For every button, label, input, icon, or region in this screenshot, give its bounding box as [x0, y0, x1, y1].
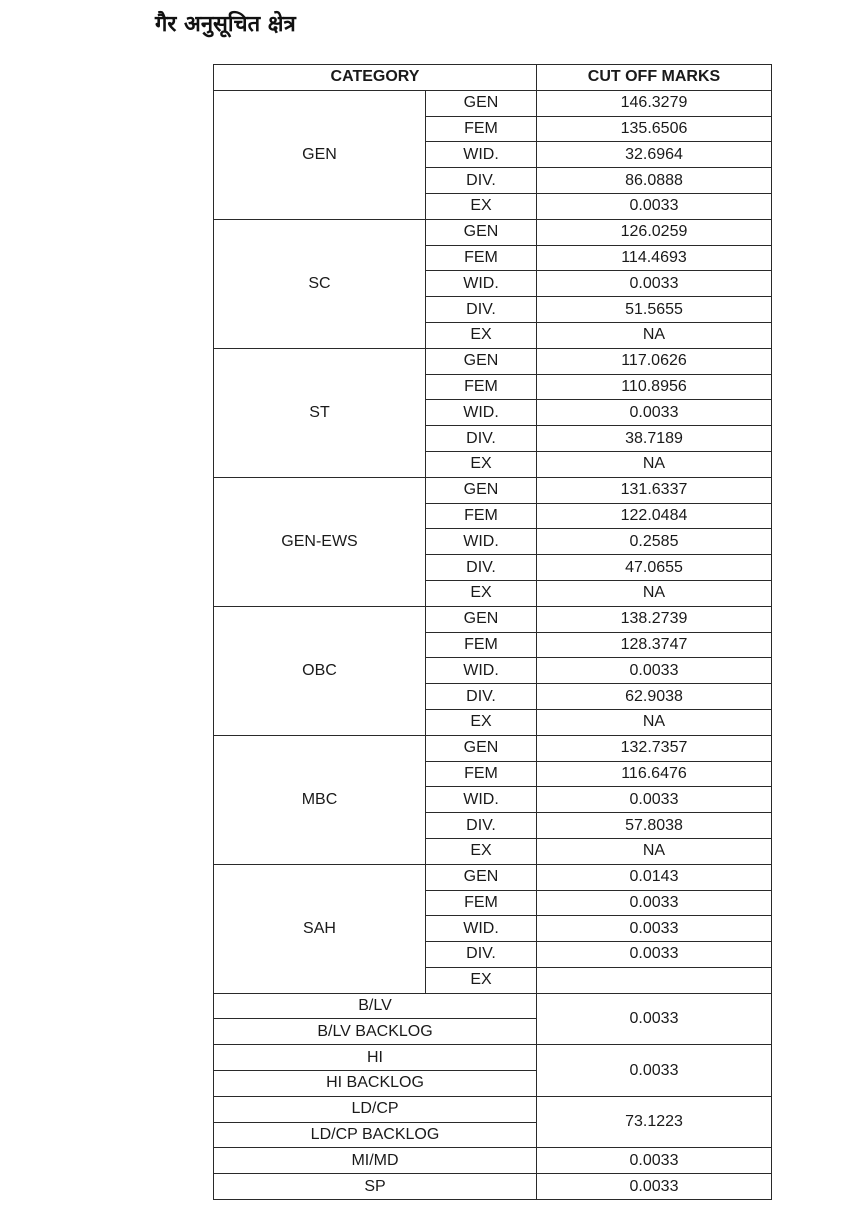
subcategory-cell: EX	[426, 322, 537, 348]
subcategory-cell: FEM	[426, 245, 537, 271]
special-category-cell: MI/MD	[214, 1148, 537, 1174]
cutoff-value-cell: 0.0033	[537, 916, 772, 942]
table-row	[214, 864, 772, 890]
cutoff-value-cell: 0.0033	[537, 1174, 772, 1200]
cutoff-value-cell: NA	[537, 709, 772, 735]
category-cell: SAH	[214, 864, 426, 993]
subcategory-cell: GEN	[426, 90, 537, 116]
page-title: गैर अनुसूचित क्षेत्र	[155, 12, 296, 37]
special-category-cell: B/LV BACKLOG	[214, 1019, 537, 1045]
subcategory-cell: DIV.	[426, 813, 537, 839]
table-row	[214, 90, 772, 116]
cutoff-value-cell: 128.3747	[537, 632, 772, 658]
table-row	[214, 477, 772, 503]
cutoff-value-cell: 116.6476	[537, 761, 772, 787]
table-row	[214, 348, 772, 374]
subcategory-cell: GEN	[426, 735, 537, 761]
cutoff-header: CUT OFF MARKS	[537, 65, 772, 91]
subcategory-cell: DIV.	[426, 426, 537, 452]
subcategory-cell: FEM	[426, 761, 537, 787]
cutoff-value-cell: 0.0033	[537, 890, 772, 916]
category-cell: MBC	[214, 735, 426, 864]
table-header-row	[214, 65, 772, 91]
special-category-cell: LD/CP	[214, 1096, 537, 1122]
subcategory-cell: GEN	[426, 477, 537, 503]
subcategory-cell: EX	[426, 967, 537, 993]
cutoff-value-cell: 0.0033	[537, 993, 772, 1045]
subcategory-cell: EX	[426, 193, 537, 219]
subcategory-cell: WID.	[426, 916, 537, 942]
cutoff-value-cell: 0.0033	[537, 787, 772, 813]
cutoff-value-cell: 138.2739	[537, 606, 772, 632]
table-row	[214, 1174, 772, 1200]
category-cell: GEN	[214, 90, 426, 219]
subcategory-cell: DIV.	[426, 684, 537, 710]
subcategory-cell: FEM	[426, 374, 537, 400]
cutoff-value-cell: 73.1223	[537, 1096, 772, 1148]
subcategory-cell: WID.	[426, 787, 537, 813]
cutoff-value-cell: 114.4693	[537, 245, 772, 271]
special-category-cell: HI BACKLOG	[214, 1071, 537, 1097]
special-category-cell: HI	[214, 1045, 537, 1071]
cutoff-value-cell: 0.0033	[537, 658, 772, 684]
table-row	[214, 1096, 772, 1122]
cutoff-value-cell: 110.8956	[537, 374, 772, 400]
category-cell: ST	[214, 348, 426, 477]
cutoff-value-cell: 0.0033	[537, 193, 772, 219]
cutoff-value-cell: 62.9038	[537, 684, 772, 710]
special-category-cell: B/LV	[214, 993, 537, 1019]
cutoff-value-cell: 135.6506	[537, 116, 772, 142]
category-cell: GEN-EWS	[214, 477, 426, 606]
table-row	[214, 219, 772, 245]
table-row	[214, 606, 772, 632]
cutoff-value-cell: 0.0033	[537, 1148, 772, 1174]
cutoff-value-cell: 38.7189	[537, 426, 772, 452]
cutoff-value-cell: 86.0888	[537, 168, 772, 194]
cutoff-value-cell: 0.0033	[537, 1045, 772, 1097]
subcategory-cell: WID.	[426, 658, 537, 684]
subcategory-cell: FEM	[426, 503, 537, 529]
cutoff-value-cell: 122.0484	[537, 503, 772, 529]
subcategory-cell: WID.	[426, 529, 537, 555]
subcategory-cell: GEN	[426, 219, 537, 245]
table-row	[214, 1045, 772, 1071]
subcategory-cell: WID.	[426, 142, 537, 168]
subcategory-cell: DIV.	[426, 297, 537, 323]
table-row	[214, 735, 772, 761]
subcategory-cell: DIV.	[426, 168, 537, 194]
cutoff-value-cell	[537, 967, 772, 993]
cutoff-value-cell: 131.6337	[537, 477, 772, 503]
cutoff-value-cell: 0.0033	[537, 271, 772, 297]
cutoff-value-cell: 32.6964	[537, 142, 772, 168]
cutoff-value-cell: 146.3279	[537, 90, 772, 116]
subcategory-cell: GEN	[426, 864, 537, 890]
special-category-cell: SP	[214, 1174, 537, 1200]
cutoff-marks-table	[213, 64, 772, 1200]
cutoff-value-cell: 57.8038	[537, 813, 772, 839]
subcategory-cell: EX	[426, 451, 537, 477]
cutoff-value-cell: 47.0655	[537, 555, 772, 581]
cutoff-value-cell: 0.0033	[537, 942, 772, 968]
cutoff-value-cell: 117.0626	[537, 348, 772, 374]
cutoff-value-cell: 0.0033	[537, 400, 772, 426]
subcategory-cell: FEM	[426, 890, 537, 916]
subcategory-cell: WID.	[426, 400, 537, 426]
cutoff-value-cell: NA	[537, 322, 772, 348]
subcategory-cell: GEN	[426, 606, 537, 632]
table-row	[214, 1148, 772, 1174]
subcategory-cell: DIV.	[426, 942, 537, 968]
cutoff-value-cell: 51.5655	[537, 297, 772, 323]
subcategory-cell: FEM	[426, 116, 537, 142]
category-cell: OBC	[214, 606, 426, 735]
subcategory-cell: DIV.	[426, 555, 537, 581]
cutoff-value-cell: NA	[537, 580, 772, 606]
subcategory-cell: EX	[426, 709, 537, 735]
cutoff-value-cell: NA	[537, 838, 772, 864]
table-body	[214, 90, 772, 1199]
cutoff-value-cell: NA	[537, 451, 772, 477]
cutoff-value-cell: 0.2585	[537, 529, 772, 555]
subcategory-cell: EX	[426, 838, 537, 864]
special-category-cell: LD/CP BACKLOG	[214, 1122, 537, 1148]
subcategory-cell: GEN	[426, 348, 537, 374]
cutoff-value-cell: 126.0259	[537, 219, 772, 245]
subcategory-cell: FEM	[426, 632, 537, 658]
category-cell: SC	[214, 219, 426, 348]
table-row	[214, 993, 772, 1019]
category-header: CATEGORY	[214, 65, 537, 91]
cutoff-value-cell: 132.7357	[537, 735, 772, 761]
subcategory-cell: EX	[426, 580, 537, 606]
cutoff-value-cell: 0.0143	[537, 864, 772, 890]
subcategory-cell: WID.	[426, 271, 537, 297]
